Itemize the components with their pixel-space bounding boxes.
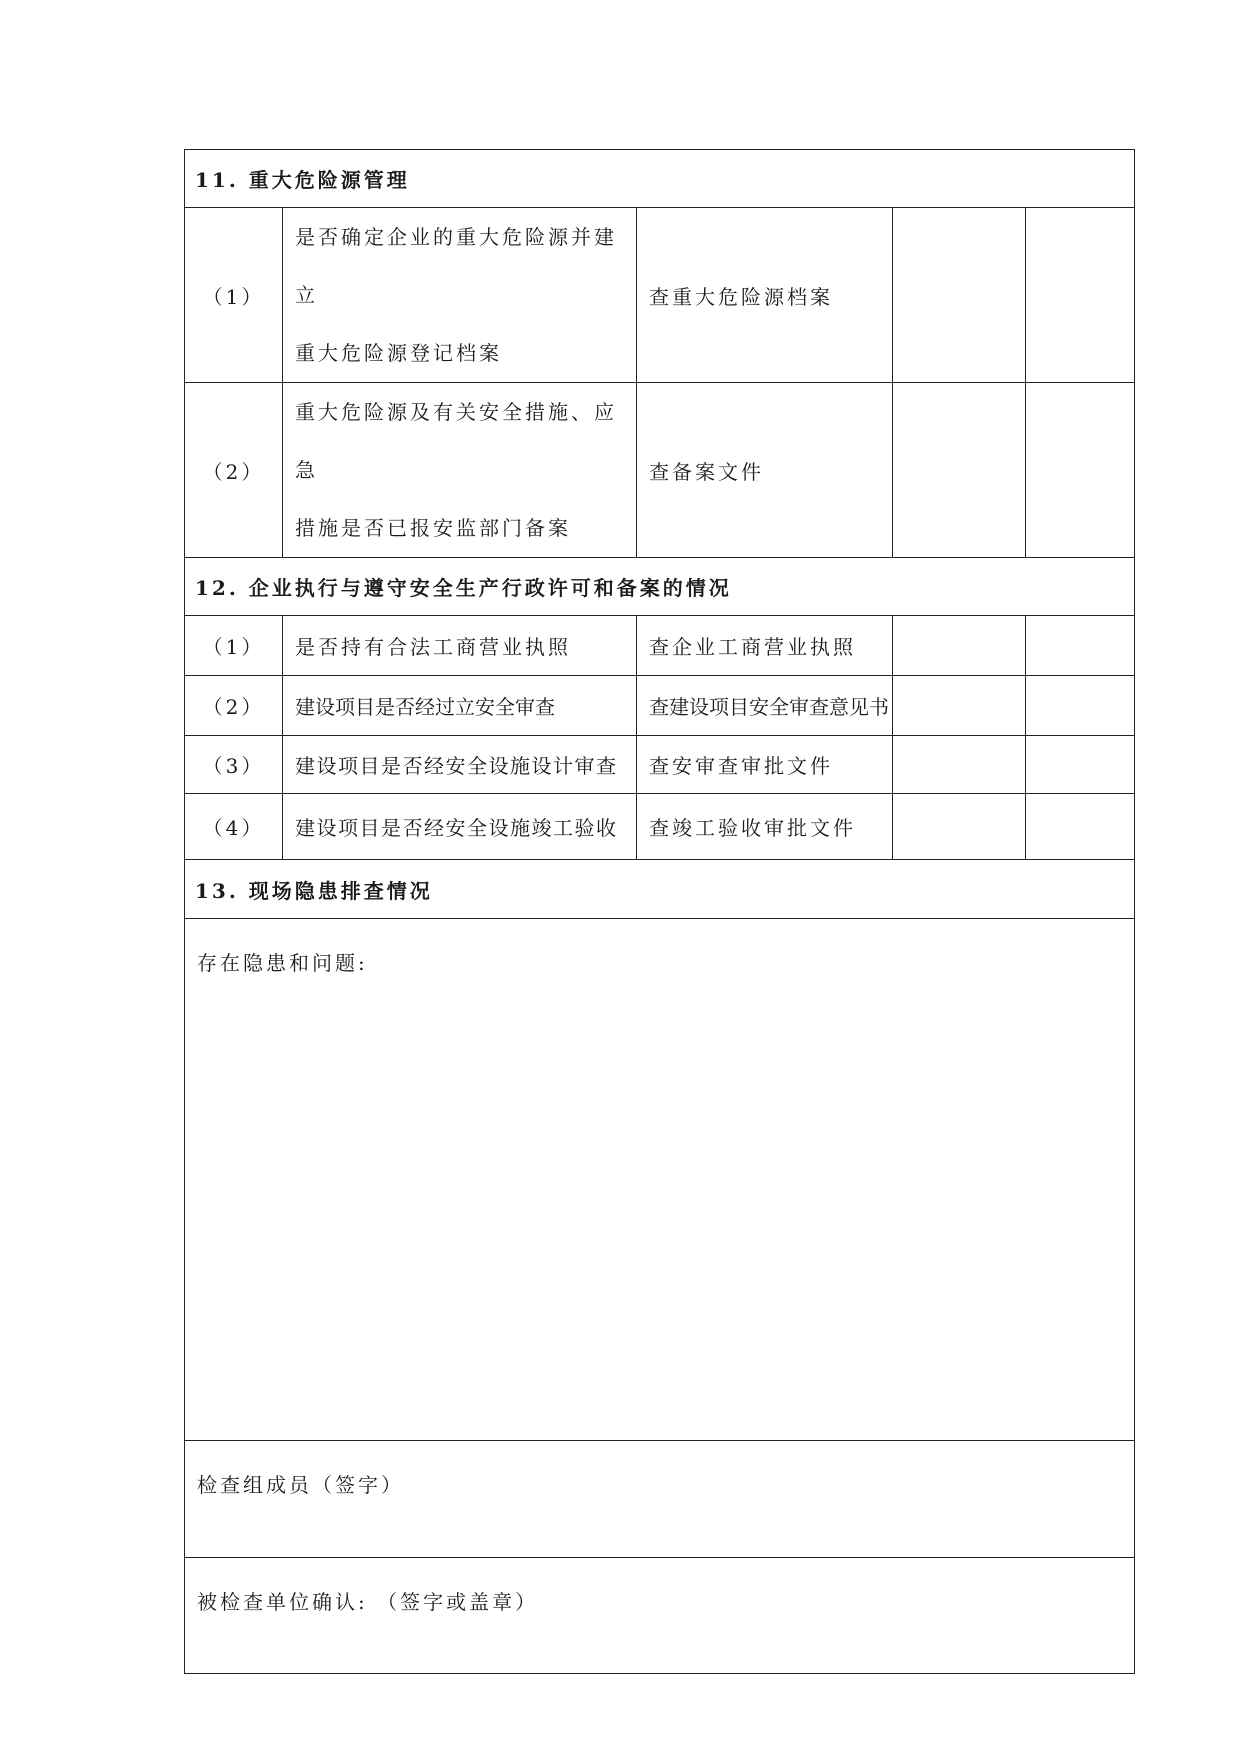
table-row <box>185 616 1135 676</box>
hazards-area[interactable] <box>185 919 1135 1441</box>
check-item-line: 重大危险源登记档案 <box>295 341 502 365</box>
section-header-row <box>185 150 1135 208</box>
confirm-row <box>185 1558 1135 1674</box>
section-12-title: 12. 企业执行与遵守安全生产行政许可和备案的情况 <box>185 558 1135 616</box>
check-item: 是否持有合法工商营业执照 <box>283 616 637 676</box>
table-row <box>185 676 1135 736</box>
check-method: 查建设项目安全审查意见书 <box>637 676 893 736</box>
section-13-title: 13. 现场隐患排查情况 <box>185 860 1135 919</box>
check-method: 查重大危险源档案 <box>637 208 893 383</box>
confirm-signature-area[interactable] <box>185 1558 1135 1674</box>
inspection-form-table <box>184 149 1135 1674</box>
inspectors-label: 检查组成员（签字） <box>197 1473 404 1497</box>
remark-cell[interactable] <box>1026 208 1135 383</box>
result-cell[interactable] <box>893 736 1026 794</box>
check-method: 查企业工商营业执照 <box>637 616 893 676</box>
item-number: （3） <box>185 736 283 794</box>
section-11-title: 11. 重大危险源管理 <box>185 150 1135 208</box>
confirm-label: 被检查单位确认: （签字或盖章） <box>197 1590 539 1614</box>
result-cell[interactable] <box>893 616 1026 676</box>
check-method: 查竣工验收审批文件 <box>637 794 893 860</box>
remark-cell[interactable] <box>1026 736 1135 794</box>
check-item-line: 措施是否已报安监部门备案 <box>295 516 571 540</box>
table-row <box>185 794 1135 860</box>
hazards-label: 存在隐患和问题: <box>197 951 368 975</box>
check-item-line: 重大危险源及有关安全措施、应急 <box>295 400 617 482</box>
remark-cell[interactable] <box>1026 676 1135 736</box>
item-number: （1） <box>185 616 283 676</box>
check-item: 建设项目是否经安全设施竣工验收 <box>283 794 637 860</box>
check-item <box>283 383 637 558</box>
item-number: （4） <box>185 794 283 860</box>
check-method: 查备案文件 <box>637 383 893 558</box>
remark-cell[interactable] <box>1026 616 1135 676</box>
check-item-line: 是否确定企业的重大危险源并建立 <box>295 225 617 307</box>
remark-cell[interactable] <box>1026 383 1135 558</box>
section-header-row <box>185 558 1135 616</box>
check-item <box>283 208 637 383</box>
item-number: （1） <box>185 208 283 383</box>
table-row <box>185 208 1135 383</box>
hazards-row <box>185 919 1135 1441</box>
check-item: 建设项目是否经过立安全审查 <box>283 676 637 736</box>
item-number: （2） <box>185 383 283 558</box>
check-item: 建设项目是否经安全设施设计审查 <box>283 736 637 794</box>
result-cell[interactable] <box>893 208 1026 383</box>
section-header-row <box>185 860 1135 919</box>
table-row <box>185 383 1135 558</box>
inspectors-row <box>185 1441 1135 1558</box>
result-cell[interactable] <box>893 676 1026 736</box>
remark-cell[interactable] <box>1026 794 1135 860</box>
table-row <box>185 736 1135 794</box>
inspectors-signature-area[interactable] <box>185 1441 1135 1558</box>
result-cell[interactable] <box>893 794 1026 860</box>
check-method: 查安审查审批文件 <box>637 736 893 794</box>
item-number: （2） <box>185 676 283 736</box>
result-cell[interactable] <box>893 383 1026 558</box>
